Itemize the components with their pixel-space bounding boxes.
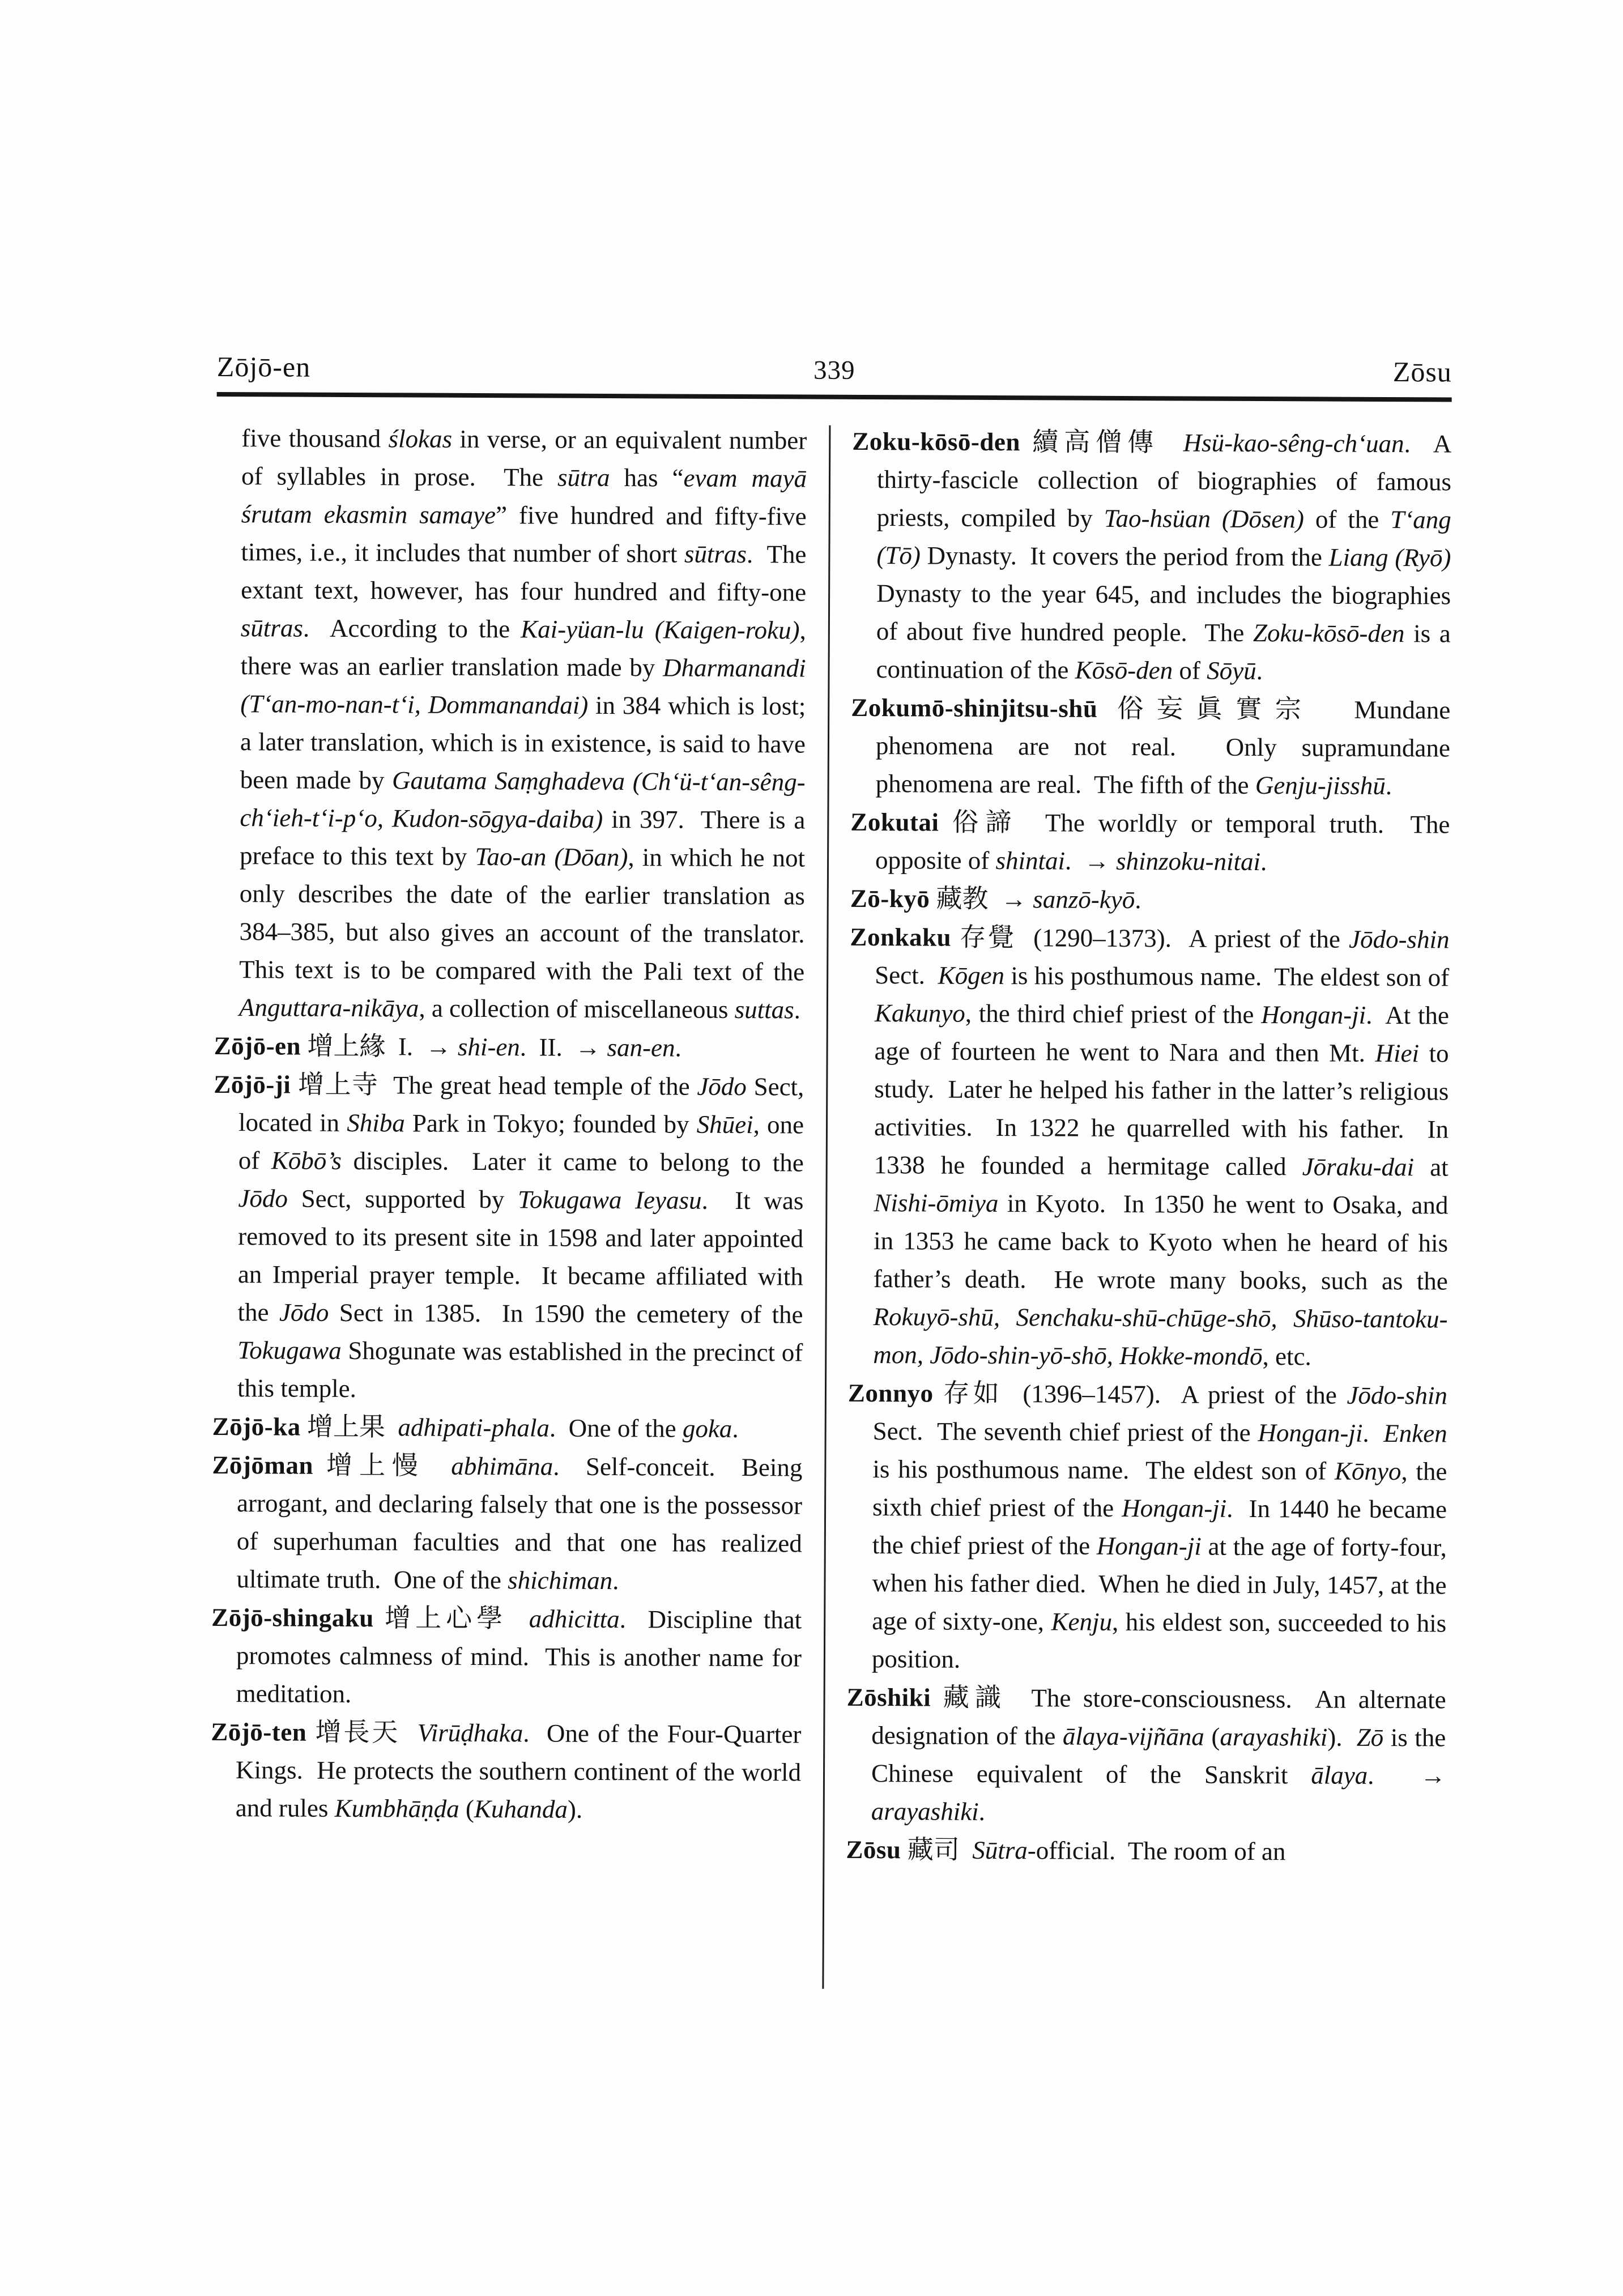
entry-text-segment: Hongan-ji (1122, 1493, 1227, 1523)
entry-text-segment: . (732, 1414, 739, 1443)
entry-text-segment: , there was an earlier translation made by (240, 616, 813, 682)
entry-text-segment: Sect. The seventh chief priest of the (872, 1381, 1454, 1447)
entry-headword: Zōjō-shingaku (211, 1603, 374, 1633)
entry-text-segment: . A thirty-fascicle collection of biographies of famous priests, compiled by (876, 429, 1458, 533)
column-divider-rule (822, 425, 830, 1989)
entry-text-segment: Tao-an (Dōan) (475, 842, 628, 872)
entry-kanji: 增上心學 (385, 1603, 508, 1633)
entry-text-segment: Kakunyo (874, 999, 965, 1028)
entry-text-segment: Tao-hsüan (Dōsen) (1104, 504, 1305, 534)
dictionary-entry (851, 688, 1457, 806)
entry-text-segment: . According to the (303, 614, 521, 644)
entry-text-segment: Zoku-kōsō-den (1253, 618, 1405, 648)
entry-text-segment: evam mayā śrutam ekasmin samaye (241, 463, 813, 530)
entry-text-segment: shichiman (508, 1566, 613, 1595)
running-head-left: Zōjō-en (216, 351, 311, 383)
entry-headword: Zōsu (846, 1835, 901, 1864)
entry-text-segment: Hongan-ji (1258, 1419, 1363, 1447)
entry-text-segment: Sūtra (972, 1835, 1028, 1865)
entry-text-segment: arayashiki (1220, 1722, 1328, 1752)
entry-text-segment: . (1385, 772, 1392, 800)
entry-text-segment: . In 1440 he became the chief priest of the (872, 1494, 1454, 1560)
entry-text-segment: Tokugawa (237, 1336, 342, 1365)
dictionary-entry (846, 1678, 1453, 1833)
entry-text-segment: . → (1368, 1761, 1452, 1790)
entry-text-segment: Park in Tokyo; founded by (404, 1109, 697, 1139)
entry-text-segment: has “ (610, 463, 684, 492)
entry-text-segment: at the age of forty-four, when his father died. When he died in July, 1457, at the age of sixty-one, (872, 1532, 1454, 1636)
entry-text-segment: Dynasty to the year 645, and includes the biographies of about five hundred people. The (876, 543, 1458, 647)
dictionary-entry (212, 1065, 811, 1410)
entry-text-segment: sanzō-kyō (1033, 885, 1135, 914)
entry-kanji: 俗妄眞實宗 (1117, 693, 1315, 724)
dictionary-entry (846, 1830, 1445, 1872)
entry-text-segment: Kai-yüan-lu (Kaigen-roku) (521, 615, 800, 645)
dictionary-entry (211, 1598, 808, 1715)
entry-text-segment: The worldly or temporal truth. The opposite of (875, 808, 1456, 875)
entry-text-segment: , the third chief priest of the (965, 999, 1262, 1029)
header-rule (217, 392, 1452, 402)
entry-text-segment: Rokuyō-shū, Senchaku-shū-chūge-shō, Shūso-tantoku-mon, Jōdo-shin-yō-shō, Hokke-mondō (873, 1302, 1448, 1371)
entry-text-segment: shinzoku-nitai (1115, 846, 1261, 876)
entry-headword: Zokutai (850, 807, 939, 837)
entry-text-segment: . (675, 1033, 681, 1062)
entry-text-segment: is the Chinese equivalent of the Sanskrit (871, 1723, 1452, 1790)
running-head-right: Zōsu (1392, 356, 1452, 388)
entry-text-segment: . (1135, 885, 1141, 914)
entry-kanji: 增長天 (315, 1717, 401, 1747)
dictionary-entry (847, 1374, 1454, 1681)
entry-text-segment: Jōdo (279, 1298, 329, 1327)
entry-headword: Zōjō-ka (212, 1412, 301, 1441)
entry-text-segment: Kumbhāṇḍa (334, 1794, 459, 1823)
entry-text-segment: . Discipline that promotes calmness of mind. This is another name for meditation. (236, 1605, 808, 1709)
dictionary-entry (211, 1446, 809, 1601)
entry-text-segment: . It was removed to its present site in 1598 and later appointed an Imperial prayer temple. It became affiliated with the (237, 1186, 810, 1327)
entry-text-segment: → (1000, 885, 1033, 914)
entry-text-segment: Virūḍhaka (417, 1718, 523, 1748)
entry-text-segment: shintai (995, 846, 1066, 875)
entry-text-segment: Jōdo (697, 1072, 747, 1101)
entry-text-segment: sūtra (557, 463, 610, 492)
dictionary-entry (850, 879, 1450, 921)
entry-text-segment: adhipati-phala (398, 1413, 550, 1442)
entry-text-segment: is his posthumous name. The eldest son of (872, 1419, 1454, 1485)
entry-text-segment: goka (682, 1414, 732, 1443)
entry-kanji: 續高僧傳 (1032, 427, 1160, 457)
entry-text-segment: Kenju (1051, 1607, 1113, 1636)
entry-text-segment: Hsü-kao-sêng-ch‘uan (1183, 428, 1404, 458)
entry-headword: Zonnyo (847, 1378, 934, 1408)
entry-text-segment: Jōdo (238, 1184, 288, 1213)
entry-kanji: 增上緣 (307, 1031, 386, 1061)
entry-kanji: 俗諦 (952, 807, 1019, 837)
entry-text-segment: arayashiki (871, 1797, 979, 1826)
entry-text-segment: . At the age of fourteen he went to Nara and then Mt. (874, 1000, 1456, 1067)
entry-headword: Zōjō-ji (214, 1070, 291, 1099)
entry-text-segment: ālaya-vijñāna (1062, 1722, 1204, 1751)
entry-text-segment: . (794, 995, 801, 1024)
entry-text-segment: Hongan-ji (1261, 1000, 1366, 1029)
entry-text-segment: , his eldest son, succeeded to his position. (871, 1607, 1453, 1673)
entry-text-segment: suttas (734, 995, 794, 1024)
entry-text-segment: Sect. (875, 925, 1456, 990)
entry-headword: Zoku-kōsō-den (852, 427, 1021, 457)
entry-text-segment: Hiei (1375, 1038, 1420, 1068)
entry-text-segment: Gautama Saṃghadeva (Ch‘ü-t‘an-sêng-ch‘ieh-t‘i-p‘o, Kudon-sōgya-daiba) (240, 766, 806, 833)
entry-text-segment: Zō (1356, 1723, 1384, 1752)
entry-text-segment: in verse, or an equivalent number of syllables in prose. The (241, 424, 813, 492)
entry-text-segment: Jōraku-dai (1302, 1152, 1415, 1182)
entry-headword: Zōshiki (846, 1682, 931, 1712)
entry-text-segment: . (1362, 1419, 1384, 1448)
entry-text-segment: in 384 which is lost; a later translation, which is in existence, is said to have been made by (240, 691, 812, 795)
entry-text-segment: . One of the (549, 1413, 683, 1443)
entry-kanji: 增上寺 (297, 1070, 379, 1100)
entry-headword: Zokumō-shinjitsu-shū (851, 693, 1098, 723)
entry-headword: Zonkaku (850, 922, 952, 952)
entry-text-segment: . Self-conceit. Being arrogant, and declaring falsely that one is the possessor of superhuman faculties and that one has realized ultimate truth. One of the (236, 1452, 809, 1595)
entry-text-segment: in Kyoto. In 1350 he went to Osaka, and in 1353 he came back to Kyoto when he heard of his father’s death. He wrote many books, such as the (873, 1189, 1455, 1296)
page-number: 339 (813, 355, 855, 385)
right-column (845, 422, 1458, 1992)
entry-text-segment: (1396–1457). A priest of the (1023, 1379, 1347, 1409)
entry-text-segment: Sect in 1385. In 1590 the cemetery of the (329, 1298, 810, 1329)
entry-text-segment: Tokugawa Ieyasu (517, 1185, 702, 1215)
dictionary-entry (211, 1713, 808, 1830)
entry-text-segment: Sect, supported by (287, 1184, 518, 1214)
entry-text-segment: Jōdo-shin (1347, 1381, 1448, 1410)
entry-text-segment: ” five hundred and fifty-five times, i.e., it includes that number of short (241, 501, 813, 568)
entry-kanji: 增上果 (306, 1412, 386, 1442)
entry-text-segment: . (978, 1797, 986, 1826)
continued-entry-paragraph (214, 419, 818, 1029)
entry-headword: Zōjō-en (214, 1031, 301, 1060)
dictionary-entry (851, 422, 1458, 691)
running-header (217, 350, 1452, 389)
entry-text-segment: , etc. (1262, 1342, 1311, 1371)
entry-text-segment: . (1260, 847, 1267, 876)
entry-text-segment: sūtras (240, 614, 304, 642)
entry-text-segment: Kōnyo (1334, 1456, 1402, 1486)
entry-text-segment: disciples. Later it came to belong to the (341, 1146, 811, 1177)
entry-kanji: 藏教 (936, 884, 989, 913)
entry-text-segment: Sect, located in (238, 1072, 811, 1138)
column-gutter (800, 422, 852, 1989)
entry-text-segment: san-en (607, 1033, 675, 1062)
dictionary-entry (212, 1407, 803, 1449)
entry-headword: Zōjō-ten (211, 1717, 307, 1747)
entry-kanji: 存覺 (960, 922, 1017, 952)
entry-text-segment: . → (1064, 846, 1117, 875)
entry-text-segment: ). (567, 1795, 583, 1824)
entry-text-segment: Shogunate was established in the precinct of this temple. (237, 1336, 810, 1403)
entry-text-segment: . (612, 1566, 619, 1595)
entry-text-segment: . II. → (519, 1033, 607, 1062)
entry-kanji: 存如 (943, 1378, 1003, 1408)
entry-text-segment: . One of the Four-Quarter Kings. He protects the southern continent of the world and rules (235, 1719, 808, 1822)
entry-text-segment: . (1256, 657, 1263, 685)
entry-text-segment: The great head temple of the (393, 1071, 697, 1101)
entry-text-segment: The store-consciousness. An alternate designation of the (871, 1684, 1453, 1750)
page-content (210, 350, 1458, 1991)
entry-kanji: 藏識 (943, 1682, 1007, 1713)
entry-text-segment: Enken (1383, 1419, 1447, 1448)
entry-text-segment: Jōdo-shin (1348, 925, 1450, 954)
entry-text-segment: ( (459, 1794, 475, 1824)
entry-text-segment: Anguttara-nikāya (238, 993, 419, 1023)
entry-text-segment: shi-en (457, 1032, 520, 1062)
two-column-body (210, 419, 1458, 1991)
entry-text-segment: Sōyū (1207, 656, 1256, 685)
entry-text-segment: is his posthumous name. The eldest son of (1004, 961, 1456, 992)
entry-text-segment: ślokas (388, 424, 453, 453)
entry-text-segment: , a collection of miscellaneous (419, 994, 735, 1024)
entry-text-segment: Kōbō’s (271, 1146, 342, 1175)
entry-text-segment: Nishi-ōmiya (874, 1189, 999, 1218)
dictionary-entry (850, 803, 1456, 882)
dictionary-entry (214, 1026, 804, 1068)
entry-kanji: 增上慢 (326, 1450, 425, 1480)
entry-text-segment: five thousand (241, 424, 389, 453)
entry-text-segment: Liang (Ryō) (1328, 543, 1451, 572)
entry-text-segment: Kuhanda (474, 1795, 568, 1824)
entry-text-segment: Shiba (347, 1109, 405, 1138)
entry-text-segment: to study. Later he helped his father in the latter’s religious activities. In 1322 he quarrelled with his father. In 1338 he founded a hermitage called (874, 1039, 1455, 1181)
entry-text-segment: ālaya (1311, 1761, 1368, 1790)
dictionary-entry (848, 918, 1456, 1377)
entry-text-segment: Mundane phenomena are not real. Only supramundane phenomena are real. The fifth of the (875, 695, 1457, 800)
entry-headword: Zōjōman (212, 1450, 314, 1480)
entry-text-segment: Kōgen (938, 961, 1005, 990)
entry-text-segment: Dynasty. It covers the period from the (920, 541, 1329, 572)
entry-text-segment: , in which he not only describes the date of the earlier translation as 384–385, but also gives an account of the translator. This text is to be compared with the Pali text of the (239, 843, 818, 986)
entry-text-segment: in 397. There is a preface to this text by (239, 804, 812, 871)
entry-text-segment: T‘ang (Tō) (876, 505, 1458, 570)
entry-text-segment: of (1173, 656, 1207, 685)
entry-text-segment: . The extant text, however, has four hundred and fifty-one (241, 540, 813, 607)
entry-text-segment: , one of (238, 1110, 811, 1175)
entry-text-segment: , the sixth chief priest of the (872, 1457, 1454, 1522)
entry-text-segment: Dharmanandi (T‘an-mo-nan-t‘i, Dommanandai) (240, 653, 812, 719)
left-column (210, 419, 818, 1989)
entry-text-segment: Kōsō-den (1075, 655, 1173, 685)
entry-text-segment: -official. The room of an (1027, 1836, 1286, 1866)
entry-text-segment: sūtras (684, 539, 747, 569)
entry-text-segment: Genju-jisshū (1255, 771, 1386, 800)
entry-text-segment: at (1414, 1153, 1455, 1182)
entry-text-segment: Shūei (696, 1110, 753, 1139)
entry-text-segment: abhimāna (451, 1451, 553, 1481)
entry-text-segment: ( (1204, 1722, 1220, 1751)
entry-text-segment: I. → (398, 1032, 458, 1061)
entry-kanji: 藏司 (907, 1835, 960, 1864)
entry-text-segment: adhicitta (529, 1604, 620, 1634)
entry-text-segment: ). (1327, 1723, 1357, 1752)
entry-text-segment: is a continuation of the (876, 619, 1458, 684)
entry-text-segment: (1290–1373). A priest of the (1033, 923, 1349, 953)
entry-text-segment: of the (1303, 505, 1391, 534)
entry-headword: Zō-kyō (850, 884, 930, 913)
entry-text-segment: Hongan-ji (1096, 1531, 1202, 1561)
